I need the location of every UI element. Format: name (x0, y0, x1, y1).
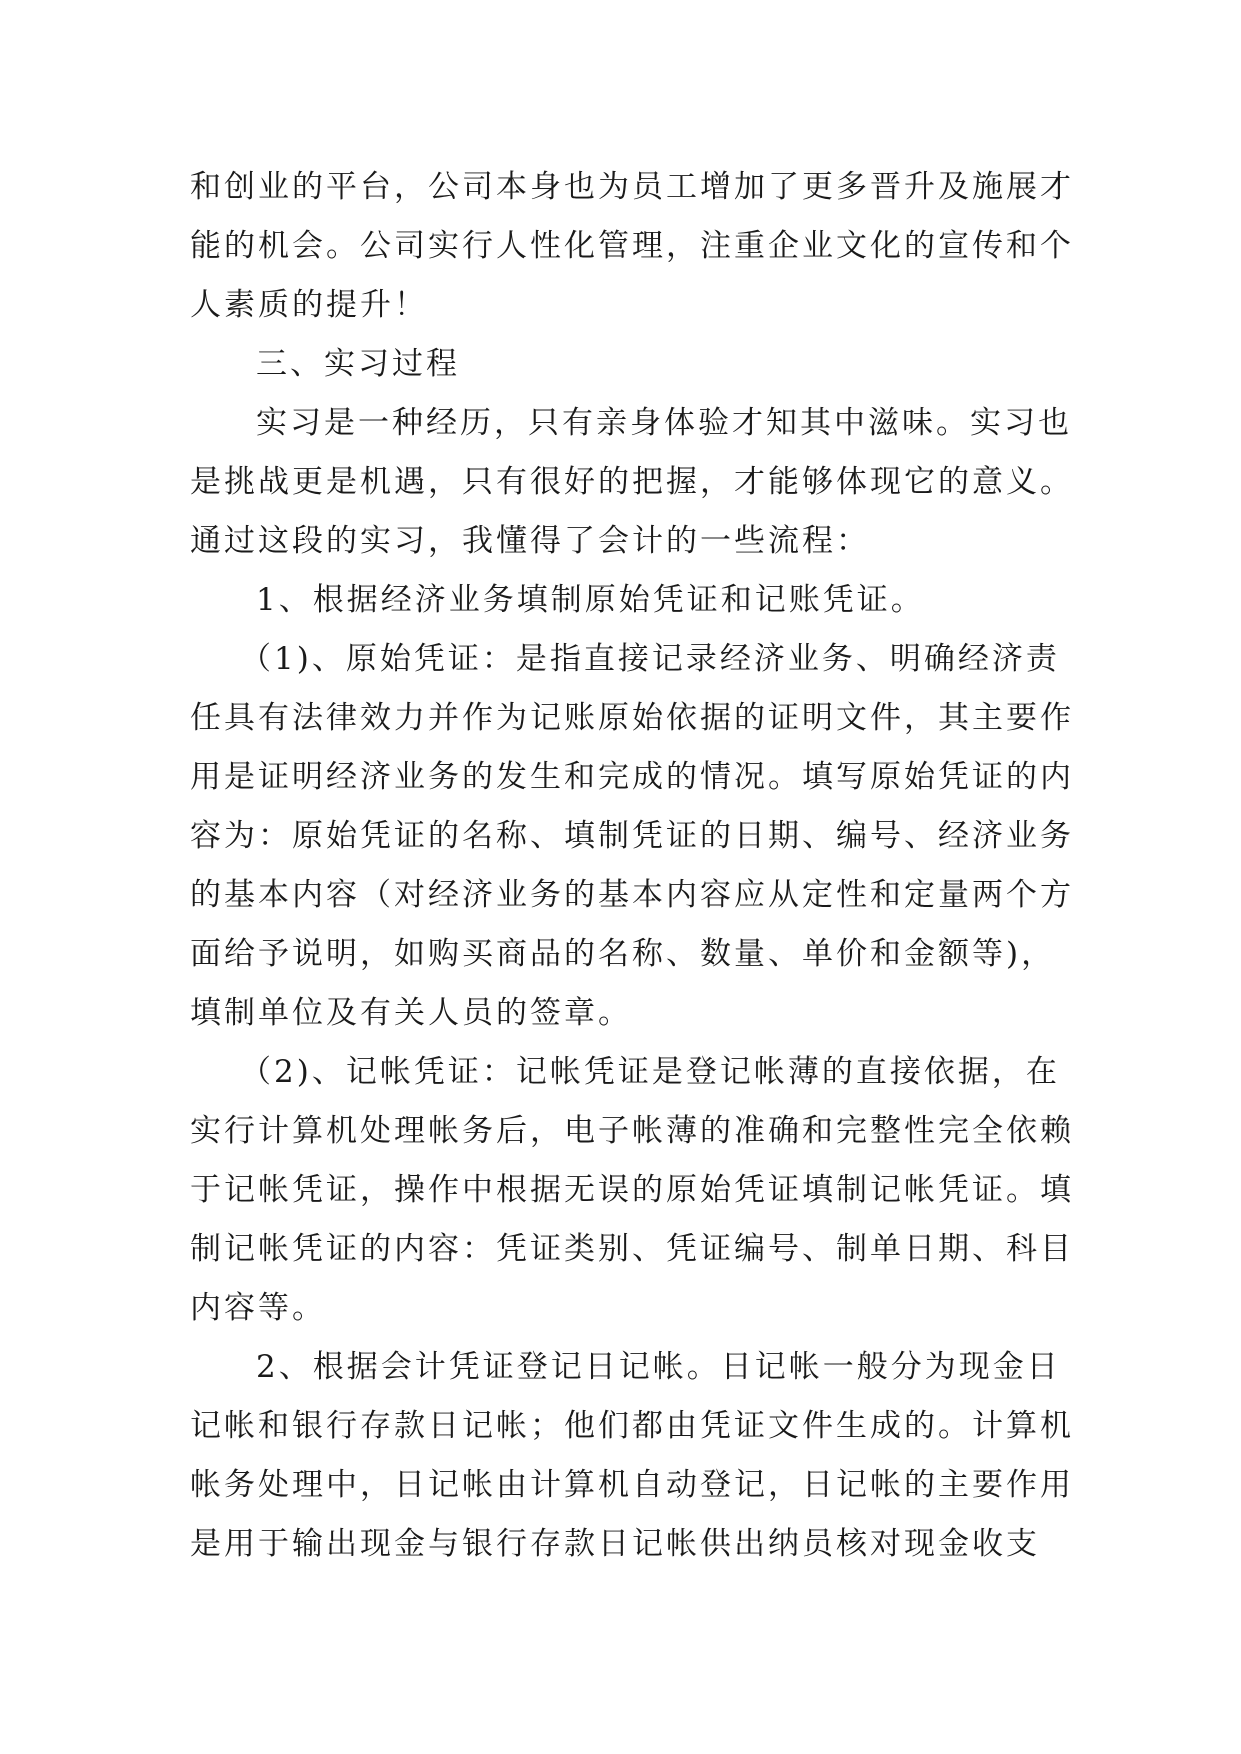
text-line: 于记帐凭证，操作中根据无误的原始凭证填制记帐凭证。填 (190, 1172, 1074, 1208)
body-text (190, 158, 1074, 1574)
text-line: 用是证明经济业务的发生和完成的情况。填写原始凭证的内 (190, 759, 1074, 795)
text-line: 帐务处理中，日记帐由计算机自动登记，日记帐的主要作用 (190, 1467, 1074, 1503)
text-line: 能的机会。公司实行人性化管理，注重企业文化的宣传和个 (190, 228, 1074, 264)
text-line: 通过这段的实习，我懂得了会计的一些流程： (190, 523, 870, 559)
text-line: （2)、记帐凭证：记帐凭证是登记帐薄的直接依据，在 (240, 1054, 1060, 1090)
text-line: 人素质的提升！ (190, 287, 428, 323)
text-line: 三、实习过程 (256, 346, 460, 382)
text-line: 是用于输出现金与银行存款日记帐供出纳员核对现金收支 (190, 1526, 1040, 1562)
text-line: 任具有法律效力并作为记账原始依据的证明文件，其主要作 (190, 700, 1074, 736)
text-line: 填制单位及有关人员的签章。 (190, 995, 632, 1031)
text-line: 实行计算机处理帐务后，电子帐薄的准确和完整性完全依赖 (190, 1113, 1074, 1149)
text-line: 内容等。 (190, 1290, 326, 1326)
text-line: 制记帐凭证的内容：凭证类别、凭证编号、制单日期、科目 (190, 1231, 1074, 1267)
text-line: 是挑战更是机遇，只有很好的把握，才能够体现它的意义。 (190, 464, 1074, 500)
text-line: 2、根据会计凭证登记日记帐。日记帐一般分为现金日 (256, 1349, 1061, 1385)
text-line: 容为：原始凭证的名称、填制凭证的日期、编号、经济业务 (190, 818, 1074, 854)
text-line: 1、根据经济业务填制原始凭证和记账凭证。 (256, 582, 925, 618)
text-line: 实习是一种经历，只有亲身体验才知其中滋味。实习也 (256, 405, 1072, 441)
text-line: 记帐和银行存款日记帐；他们都由凭证文件生成的。计算机 (190, 1408, 1074, 1444)
text-line: （1)、原始凭证：是指直接记录经济业务、明确经济责 (240, 641, 1060, 677)
text-line: 面给予说明，如购买商品的名称、数量、单价和金额等)， (190, 936, 1056, 972)
text-line: 和创业的平台，公司本身也为员工增加了更多晋升及施展才 (190, 169, 1074, 205)
text-line: 的基本内容（对经济业务的基本内容应从定性和定量两个方 (190, 877, 1074, 913)
